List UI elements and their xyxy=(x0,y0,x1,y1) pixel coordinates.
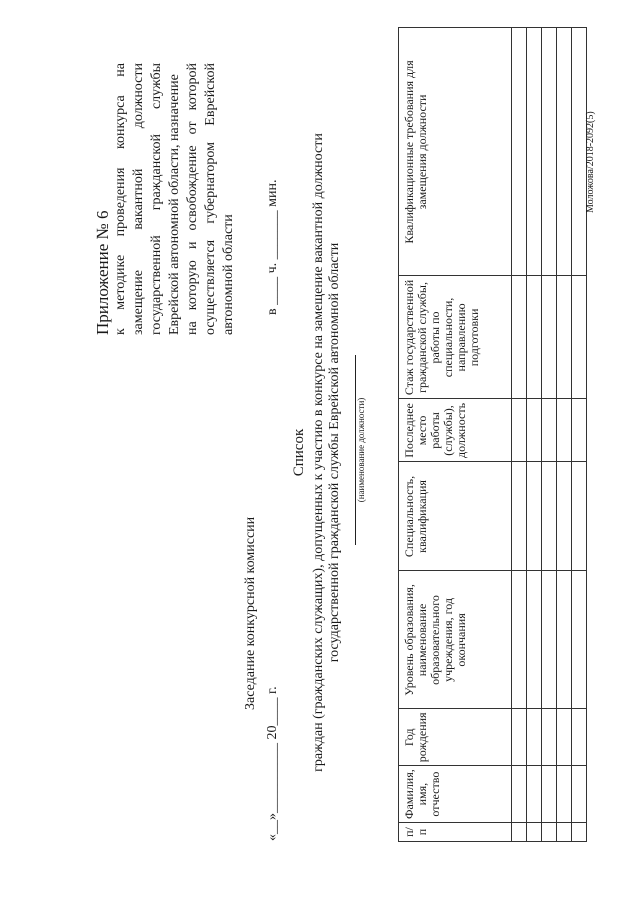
appendix-word: проведения xyxy=(113,167,128,237)
table-cell xyxy=(557,462,572,571)
appendix-word: гражданской xyxy=(149,134,164,211)
list-title: Список xyxy=(291,428,307,477)
appendix-word: конкурса xyxy=(113,95,128,150)
table-cell xyxy=(527,571,542,709)
table-cell xyxy=(512,462,527,571)
column-header: Последнее место работы (службы), должность xyxy=(399,399,512,462)
appendix-word: которую xyxy=(185,260,200,311)
table-cell xyxy=(572,709,587,766)
table-row xyxy=(527,28,542,842)
column-header: Год рождения xyxy=(399,709,512,766)
table-cell xyxy=(527,28,542,276)
table-cell xyxy=(557,28,572,276)
appendix-word: и xyxy=(185,241,200,250)
appendix-word: на xyxy=(185,321,200,335)
time-line: в ____ ч. _______ мин. xyxy=(265,179,280,315)
column-header: п/п xyxy=(399,823,512,842)
table-cell xyxy=(572,766,587,823)
table-cell xyxy=(512,709,527,766)
table-cell xyxy=(572,571,587,709)
appendix-word: государственной xyxy=(149,235,164,335)
appendix-word: вакантной xyxy=(131,168,146,230)
table-row xyxy=(512,28,527,842)
appendix-word: освобождение xyxy=(185,145,200,231)
column-header: Специальность, квалификация xyxy=(399,462,512,571)
table-cell xyxy=(542,28,557,276)
table-cell xyxy=(557,399,572,462)
candidates-table xyxy=(398,27,587,842)
meeting-heading: Заседание конкурсной комиссии xyxy=(243,516,258,710)
list-subtitle-line-2: государственной гражданской службы Еврейской автономной области xyxy=(327,242,342,663)
list-subtitle-line-1: граждан (гражданских служащих), допущенных к участию в конкурсе на замещение вакантной должности xyxy=(311,133,326,772)
appendix-line xyxy=(131,63,147,335)
table-cell xyxy=(557,709,572,766)
appendix-word: от xyxy=(185,121,200,135)
column-header: Стаж государственной гражданской службы, работы по специальности, направлению подготовки xyxy=(399,276,512,399)
appendix-line xyxy=(221,214,237,335)
table-cell xyxy=(527,709,542,766)
appendix-line xyxy=(185,63,201,335)
table-cell xyxy=(557,571,572,709)
table-cell xyxy=(572,823,587,842)
appendix-title: Приложение № 6 xyxy=(93,210,112,335)
table-cell xyxy=(512,28,527,276)
date-line: «__»__________ 20____ г. xyxy=(265,686,280,841)
table-cell xyxy=(527,462,542,571)
table-cell xyxy=(527,399,542,462)
table-row xyxy=(542,28,557,842)
table-cell xyxy=(512,766,527,823)
appendix-word: замещение xyxy=(131,269,146,335)
table-cell xyxy=(557,823,572,842)
table-cell xyxy=(527,276,542,399)
table-cell xyxy=(542,462,557,571)
appendix-line xyxy=(203,63,219,335)
appendix-word: к xyxy=(113,328,128,335)
table-cell xyxy=(542,709,557,766)
table-cell xyxy=(557,766,572,823)
table-cell xyxy=(542,399,557,462)
table-cell xyxy=(542,276,557,399)
table-cell xyxy=(572,462,587,571)
column-header: Уровень образования, наименование образовательного учреждения, год окончания xyxy=(399,571,512,709)
appendix-word: Еврейской автономной области, назначение xyxy=(167,74,182,335)
table-cell xyxy=(512,823,527,842)
appendix-word: автономной области xyxy=(221,214,236,335)
appendix-word: на xyxy=(113,63,128,77)
position-note: (наименование должности) xyxy=(356,397,366,503)
appendix-word: губернатором xyxy=(203,142,218,224)
table-cell xyxy=(512,276,527,399)
column-header: Фамилия, имя, отчество xyxy=(399,766,512,823)
table-body xyxy=(512,28,587,842)
appendix-word: службы xyxy=(149,63,164,110)
table-header-row xyxy=(399,28,512,842)
footer-code: Моложова/2018-2092(5) xyxy=(585,111,596,213)
appendix-word: методике xyxy=(113,254,128,310)
table-cell xyxy=(572,276,587,399)
table-cell xyxy=(542,766,557,823)
appendix-line xyxy=(167,63,183,335)
appendix-word: должности xyxy=(131,63,146,129)
appendix-word: которой xyxy=(185,63,200,111)
table-row xyxy=(557,28,572,842)
table-cell xyxy=(542,823,557,842)
appendix-word: осуществляется xyxy=(203,239,218,335)
appendix-line xyxy=(113,63,129,335)
appendix-word: Еврейской xyxy=(203,63,218,126)
table-cell xyxy=(527,823,542,842)
table-cell xyxy=(572,399,587,462)
table-cell xyxy=(512,399,527,462)
table-cell xyxy=(542,571,557,709)
table-cell xyxy=(527,766,542,823)
table-cell xyxy=(512,571,527,709)
appendix-line xyxy=(149,63,165,335)
table-cell xyxy=(557,276,572,399)
column-header: Квалификационные требования для замещения должности xyxy=(399,28,512,276)
